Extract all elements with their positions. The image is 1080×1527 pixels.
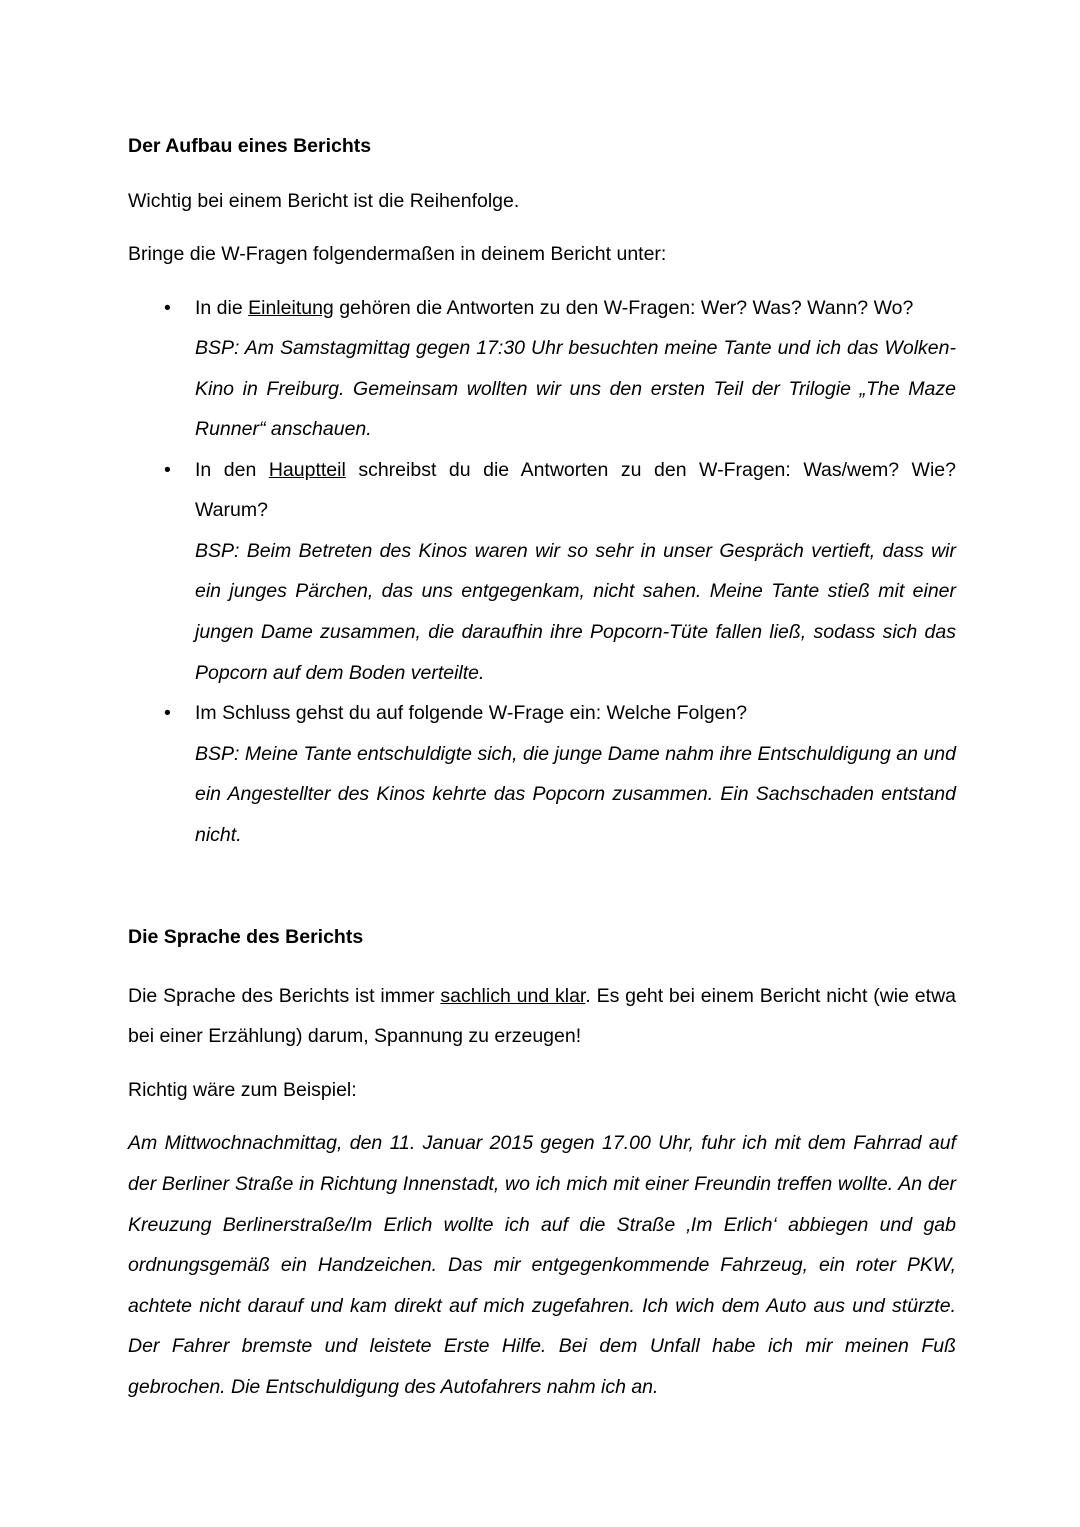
intro-paragraph: Wichtig bei einem Bericht ist die Reihenfolge. [128,189,520,212]
underlined-text: sachlich und klar [440,984,586,1007]
bullet-icon: • [164,458,171,481]
text-segment: In die [195,296,249,319]
bullet-example: BSP: Am Samstagmittag gegen 17:30 Uhr besuchten meine Tante und ich das Wolken-Kino in Freiburg. Gemeinsam wollten wir uns den ersten Teil der Trilogie „The Maze Runner“ anschauen. [195,337,956,441]
bullet-example: BSP: Meine Tante entschuldigte sich, die junge Dame nahm ihre Entschuldigung an und ein Angestellter des Kinos kehrte das Popcorn zusammen. Ein Sachschaden entstand nicht. [195,742,956,846]
bullet-lead [195,288,956,329]
text-segment: schreibst du die Antworten zu den W-Fragen: Was/wem? Wie? Warum? [195,458,956,522]
text-segment: gehören die Antworten zu den W-Fragen: Wer? Was? Wann? Wo? [333,296,914,319]
text-segment: . Es geht bei einem Bericht nicht (wie etwa bei einer Erzählung) darum, Spannung zu erzeugen! [128,984,956,1048]
section-language-heading: Die Sprache des Berichts [128,926,364,949]
text-segment: In den [195,458,269,481]
section-language [128,917,956,1407]
underlined-text: Einleitung [248,296,334,319]
example-intro-paragraph: Richtig wäre zum Beispiel: [128,1078,357,1101]
language-paragraph [128,976,956,1057]
list-item-einleitung [128,288,956,450]
w-questions-list [128,288,956,856]
list-item-schluss [128,693,956,855]
bullet-lead [195,693,956,734]
bullet-icon: • [164,702,171,725]
bullet-example: BSP: Beim Betreten des Kinos waren wir so sehr in unser Gespräch vertieft, dass wir ein junges Pärchen, das uns entgegenkam, nicht sahen. Meine Tante stieß mit einer jungen Dame zusammen, die daraufhin ihre Popcorn-Tüte fallen ließ, sodass sich das Popcorn auf dem Boden verteilte. [195,539,956,684]
instruction-paragraph: Bringe die W-Fragen folgendermaßen in deinem Bericht unter: [128,243,667,266]
text-segment: Im Schluss gehst du auf folgende W-Frage ein: Welche Folgen? [195,702,748,725]
section-structure-heading: Der Aufbau eines Berichts [128,135,372,157]
section-structure [128,126,956,855]
text-segment: Die Sprache des Berichts ist immer [128,984,441,1007]
model-report-paragraph: Am Mittwochnachmittag, den 11. Januar 2015 gegen 17.00 Uhr, fuhr ich mit dem Fahrrad auf der Berliner Straße in Richtung Innenstadt, wo ich mich mit einer Freundin treffen wollte. An der Kreuzung Berlinerstraße/Im Erlich wollte ich auf die Straße ‚Im Erlich‘ abbiegen und gab ordnungsgemäß ein Handzeichen. Das mir entgegenkommende Fahrzeug, ein roter PKW, achtete nicht darauf und kam direkt auf mich zugefahren. Ich wich dem Auto aus und stürzte. Der Fahrer bremste und leistete Erste Hilfe. Bei dem Unfall habe ich mir meinen Fuß gebrochen. Die Entschuldigung des Autofahrers nahm ich an. [128,1132,956,1398]
bullet-icon: • [164,296,171,319]
list-item-hauptteil [128,450,956,693]
underlined-text: Hauptteil [268,458,346,481]
bullet-lead [195,450,956,531]
